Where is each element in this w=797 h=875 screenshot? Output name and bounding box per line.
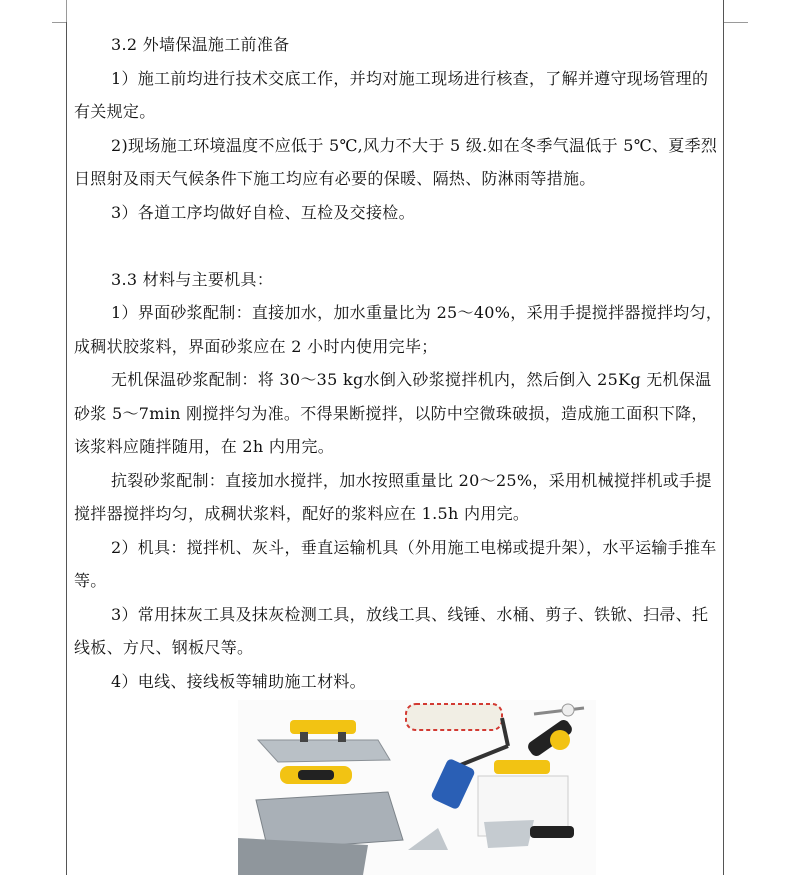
corner-mark-right: [724, 22, 748, 23]
paragraph: 3）常用抹灰工具及抹灰检测工具，放线工具、线锤、水桶、剪子、铁锨、扫帚、托线板、方尺、钢板尺等。: [74, 604, 709, 657]
page-left-border: [66, 0, 67, 875]
putty-knife-blade: [484, 820, 534, 848]
paragraph: 2）机具：搅拌机、灰斗，垂直运输机具（外用施工电梯或提升架），水平运输手推车等。: [74, 537, 717, 590]
roller-handle: [430, 758, 476, 811]
anchor-washer: [562, 704, 574, 716]
putty-knife-handle: [530, 826, 574, 838]
document-body: [74, 28, 724, 698]
paragraph: 1）施工前均进行技术交底工作，并均对施工现场进行核查，了解并遵守现场管理的有关规定。: [74, 68, 709, 121]
trowel-post: [338, 732, 346, 742]
paragraph: 1）界面砂浆配制：直接加水，加水重量比为 25～40%，采用手提搅拌器搅拌均匀，成稠状胶浆料，界面砂浆应在 2 小时内使用完毕；: [74, 303, 723, 356]
paragraph: 无机保温砂浆配制：将 30～35 kg水倒入砂浆搅拌机内，然后倒入 25Kg 无机保温砂浆 5～7min 刚搅拌匀为准。不得果断搅拌，以防中空微珠破损，造成施工面积下降，该浆料应随拌随用，在 2h 内用完。: [74, 370, 712, 456]
blank-line: [74, 229, 724, 263]
float-handle: [494, 760, 550, 774]
trowel-handle: [290, 720, 356, 734]
section-heading-3-2: 3.2 外墙保温施工前准备: [111, 35, 290, 54]
scraper-blade: [408, 828, 448, 850]
paint-roller: [406, 704, 502, 730]
hammer-head: [550, 730, 570, 750]
tools-photo: [238, 700, 596, 875]
section-heading-3-3: 3.3 材料与主要机具：: [111, 269, 274, 289]
trowel-blade: [258, 740, 390, 762]
corner-mark-left: [52, 22, 66, 23]
tools-photo-icon: [238, 700, 596, 875]
roller-frame: [502, 718, 508, 746]
corner-mark-left-v: [66, 0, 67, 22]
anchor-bolt: [534, 708, 584, 714]
paragraph: 2)现场施工环境温度不应低于 5℃,风力不大于 5 级.如在冬季气温低于 5℃、夏季烈日照射及雨天气候条件下施工均应有必要的保暖、隔热、防淋雨等措施。: [74, 135, 718, 188]
trowel-post: [300, 732, 308, 742]
paragraph: 抗裂砂浆配制：直接加水搅拌，加水按照重量比 20～25%，采用机械搅拌机或手提搅拌器搅拌均匀，成稠状浆料，配好的浆料应在 1.5h 内用完。: [74, 470, 712, 523]
paragraph: 3）各道工序均做好自检、互检及交接检。: [111, 202, 415, 222]
handle-grip: [298, 770, 334, 780]
paragraph: 4）电线、接线板等辅助施工材料。: [111, 671, 366, 691]
